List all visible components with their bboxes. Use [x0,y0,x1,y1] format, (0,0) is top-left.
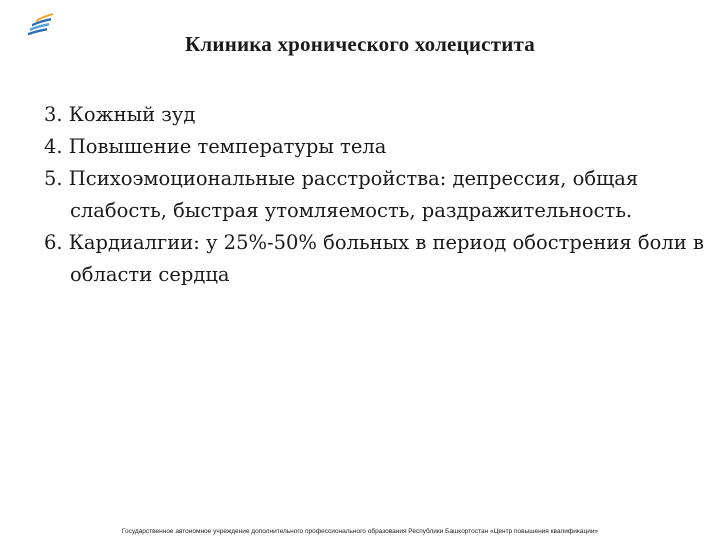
symptom-list [44,99,704,291]
list-item: 3. Кожный зуд [44,103,196,126]
list-item: 6. Кардиалгии: у 25%-50% больных в период обострения боли в области сердца [44,231,704,286]
footer-organization-name: Государственное автономное учреждение дополнительного профессионального образования Республики Башкортостан «Центр повышения квалификации» [121,528,599,535]
list-item: 5. Психоэмоциональные расстройства: депрессия, общая слабость, быстрая утомляемость, раздражительность. [44,167,639,222]
slide-title: Клиника хронического холецистита [185,32,535,56]
list-item: 4. Повышение температуры тела [44,135,387,158]
